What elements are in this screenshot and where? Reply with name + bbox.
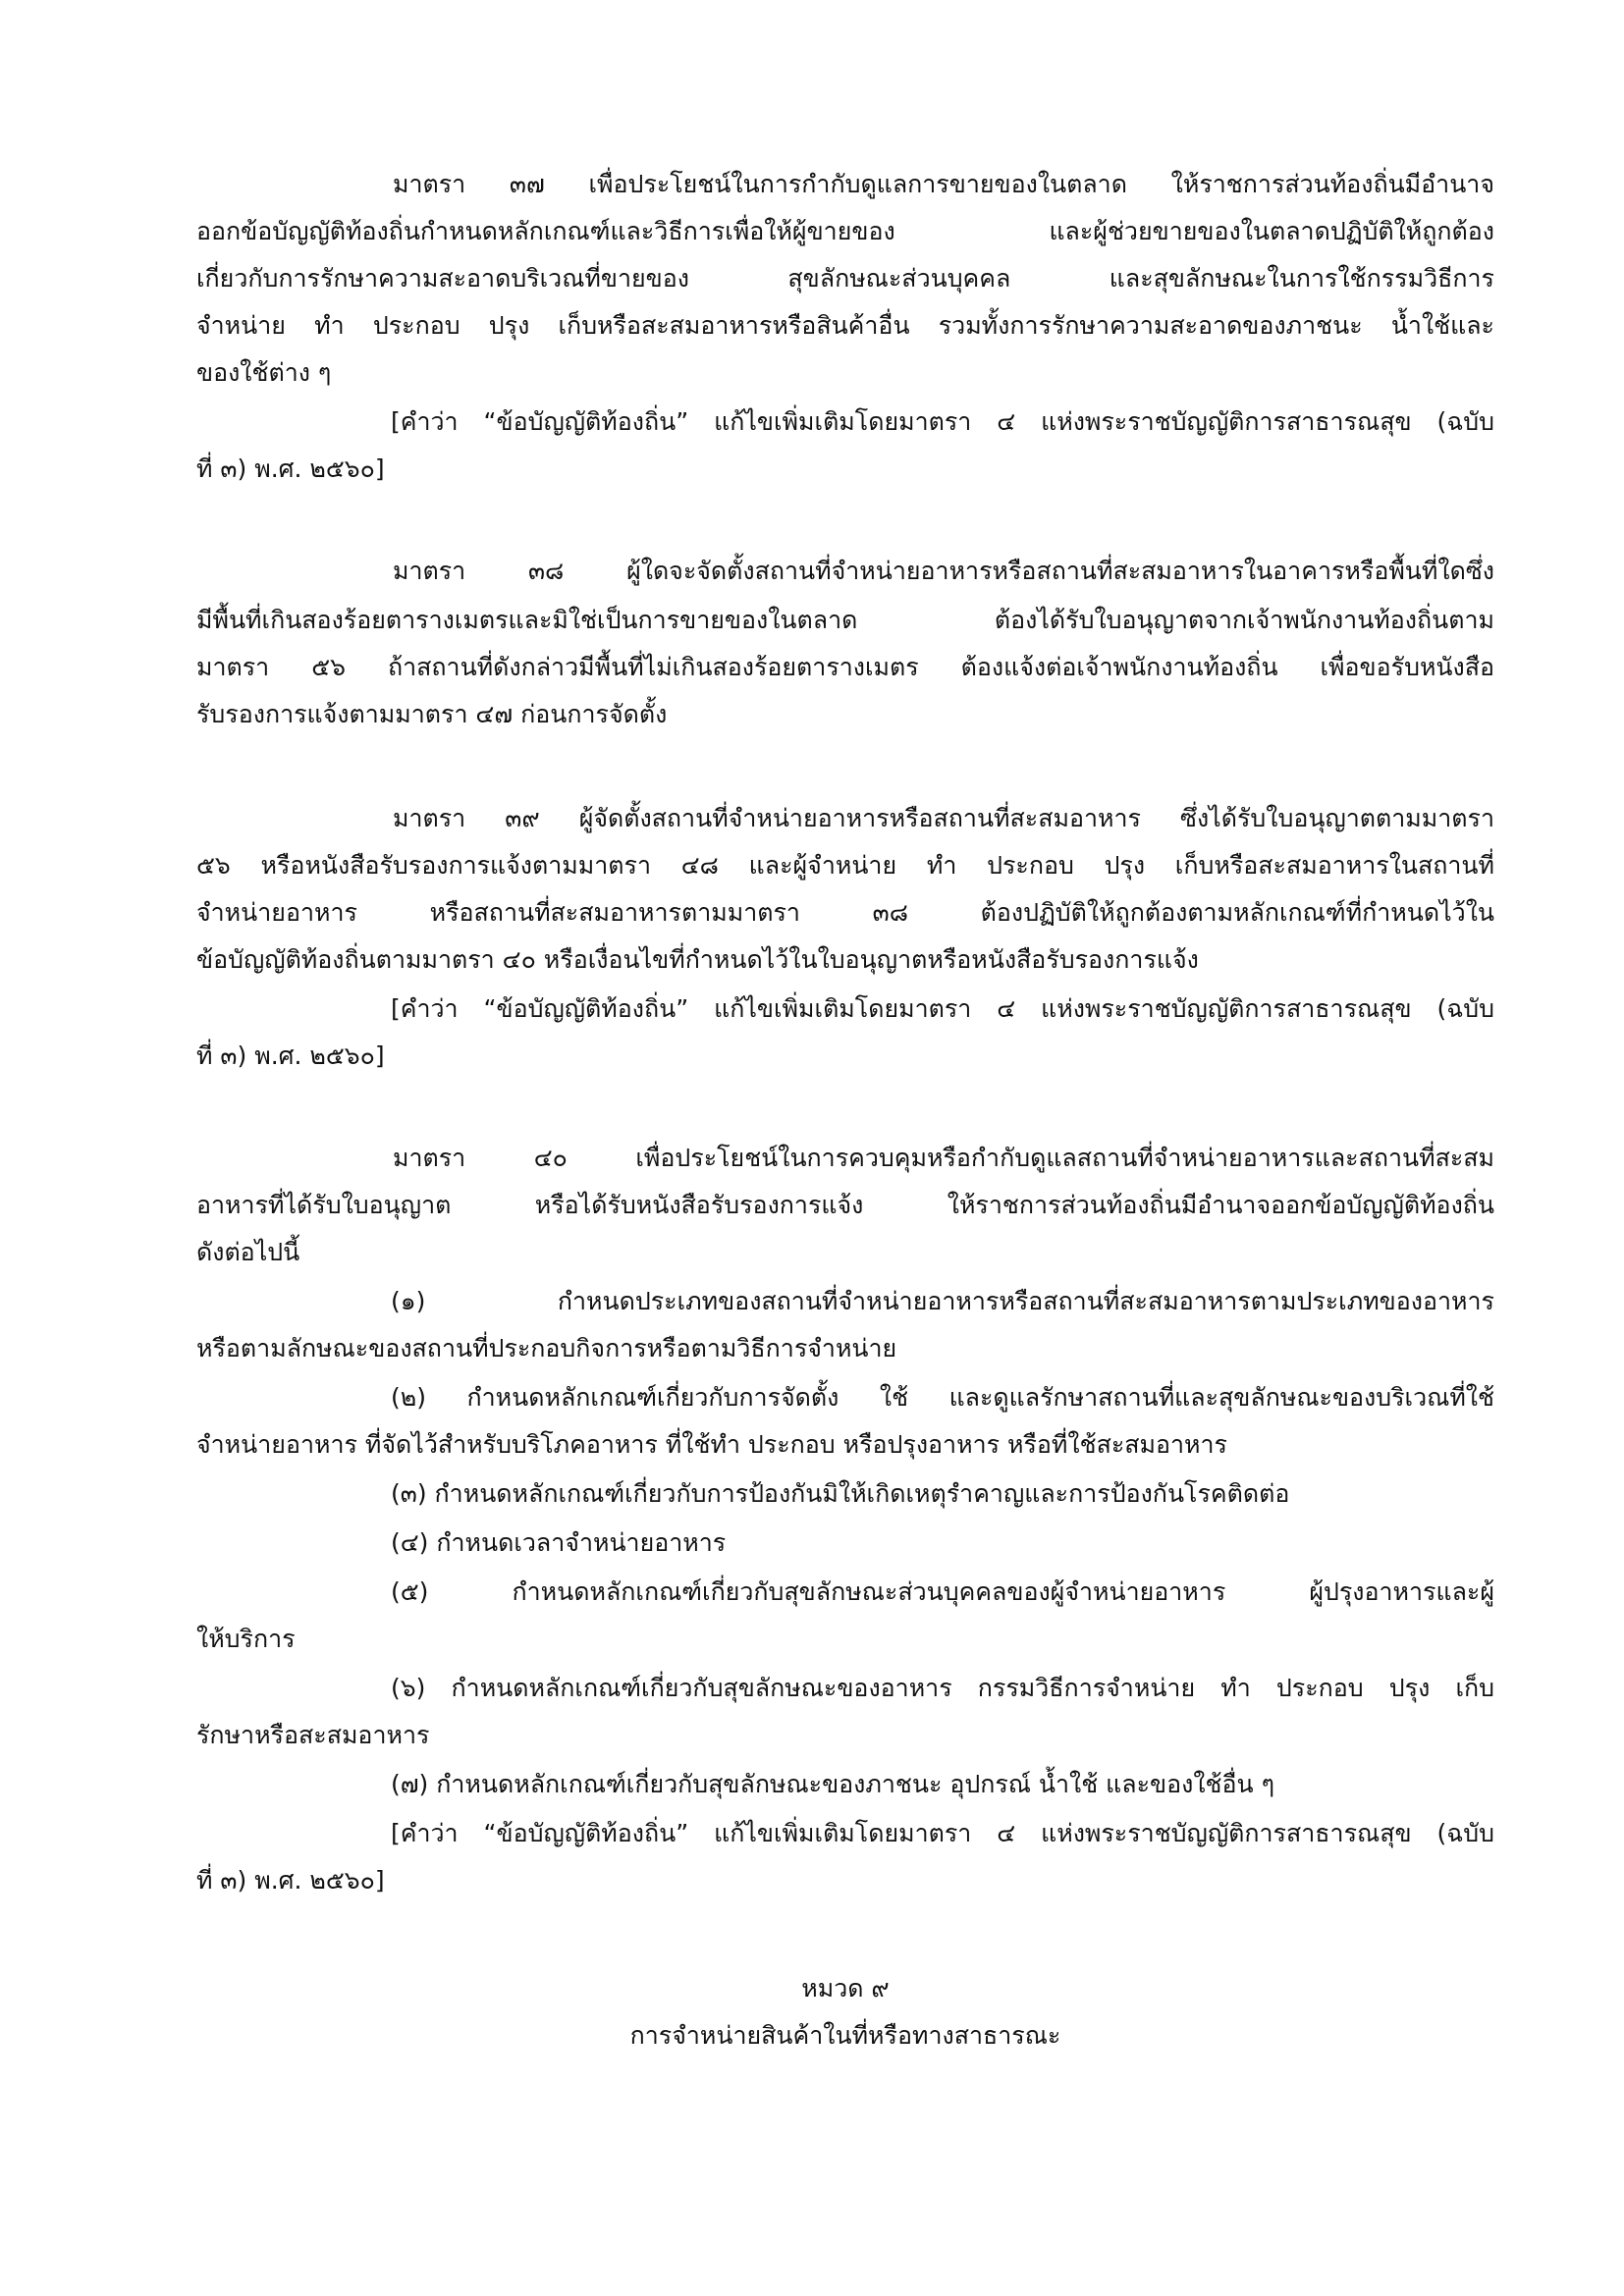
section-40-item-2-line-1: (๒) กำหนดหลักเกณฑ์เกี่ยวกับการจัดตั้ง ใช้ และดูแลรักษาสถานที่และสุขลักษณะของบริเวณที่ใช้ bbox=[391, 1383, 1494, 1412]
section-40-item-1-line-2: หรือตามลักษณะของสถานที่ประกอบกิจการหรือตามวิธีการจำหน่าย bbox=[196, 1334, 897, 1362]
section-39-line-3: จำหน่ายอาหาร หรือสถานที่สะสมอาหารตามมาตรา ๓๘ ต้องปฏิบัติให้ถูกต้องตามหลักเกณฑ์ที่กำหนดไว้ใน bbox=[196, 898, 1494, 927]
section-37-line-5: ของใช้ต่าง ๆ bbox=[196, 358, 332, 387]
chapter-title: การจำหน่ายสินค้าในที่หรือทางสาธารณะ bbox=[629, 2021, 1061, 2050]
section-37-amendment-line-2: ที่ ๓) พ.ศ. ๒๕๖๐] bbox=[196, 454, 385, 483]
section-40-amendment-line-2: ที่ ๓) พ.ศ. ๒๕๖๐] bbox=[196, 1866, 385, 1895]
section-40-item-1-line-1: (๑) กำหนดประเภทของสถานที่จำหน่ายอาหารหรือสถานที่สะสมอาหารตามประเภทของอาหาร bbox=[391, 1287, 1494, 1315]
chapter-number: หมวด ๙ bbox=[801, 1974, 890, 2002]
section-38-line-3: มาตรา ๕๖ ถ้าสถานที่ดังกล่าวมีพื้นที่ไม่เกินสองร้อยตารางเมตร ต้องแจ้งต่อเจ้าพนักงานท้องถิ่น เพื่อขอรับหนังสือ bbox=[196, 653, 1494, 681]
section-40-item-5-line-2: ให้บริการ bbox=[196, 1625, 296, 1653]
section-37-line-4: จำหน่าย ทำ ประกอบ ปรุง เก็บหรือสะสมอาหารหรือสินค้าอื่น รวมทั้งการรักษาความสะอาดของภาชนะ น้ำใช้และ bbox=[196, 311, 1494, 340]
section-40-item-4: (๔) กำหนดเวลาจำหน่ายอาหาร bbox=[391, 1528, 727, 1557]
section-37-amendment-line-1: [คำว่า “ข้อบัญญัติท้องถิ่น” แก้ไขเพิ่มเติมโดยมาตรา ๔ แห่งพระราชบัญญัติการสาธารณสุข (ฉบับ bbox=[391, 407, 1494, 436]
section-37-line-3: เกี่ยวกับการรักษาความสะอาดบริเวณที่ขายของ สุขลักษณะส่วนบุคคล และสุขลักษณะในการใช้กรรมวิธีการ bbox=[196, 264, 1494, 293]
section-39-line-4: ข้อบัญญัติท้องถิ่นตามมาตรา ๔๐ หรือเงื่อนไขที่กำหนดไว้ในใบอนุญาตหรือหนังสือรับรองการแจ้ง bbox=[196, 945, 1199, 974]
section-40-line-1: มาตรา ๔๐ เพื่อประโยชน์ในการควบคุมหรือกำกับดูแลสถานที่จำหน่ายอาหารและสถานที่สะสม bbox=[393, 1144, 1494, 1172]
section-40-item-6-line-1: (๖) กำหนดหลักเกณฑ์เกี่ยวกับสุขลักษณะของอาหาร กรรมวิธีการจำหน่าย ทำ ประกอบ ปรุง เก็บ bbox=[391, 1674, 1494, 1702]
section-40-amendment-line-1: [คำว่า “ข้อบัญญัติท้องถิ่น” แก้ไขเพิ่มเติมโดยมาตรา ๔ แห่งพระราชบัญญัติการสาธารณสุข (ฉบับ bbox=[391, 1819, 1494, 1847]
section-38-line-2: มีพื้นที่เกินสองร้อยตารางเมตรและมิใช่เป็นการขายของในตลาด ต้องได้รับใบอนุญาตจากเจ้าพนักงานท้องถิ่นตาม bbox=[196, 606, 1494, 634]
section-39-amendment-line-2: ที่ ๓) พ.ศ. ๒๕๖๐] bbox=[196, 1041, 385, 1070]
section-40-line-3: ดังต่อไปนี้ bbox=[196, 1238, 300, 1266]
section-38-line-4: รับรองการแจ้งตามมาตรา ๔๗ ก่อนการจัดตั้ง bbox=[196, 700, 668, 728]
section-37-line-1: มาตรา ๓๗ เพื่อประโยชน์ในการกำกับดูแลการขายของในตลาด ให้ราชการส่วนท้องถิ่นมีอำนาจ bbox=[393, 170, 1494, 198]
section-39-amendment-line-1: [คำว่า “ข้อบัญญัติท้องถิ่น” แก้ไขเพิ่มเติมโดยมาตรา ๔ แห่งพระราชบัญญัติการสาธารณสุข (ฉบับ bbox=[391, 994, 1494, 1023]
section-40-item-5-line-1: (๕) กำหนดหลักเกณฑ์เกี่ยวกับสุขลักษณะส่วนบุคคลของผู้จำหน่ายอาหาร ผู้ปรุงอาหารและผู้ bbox=[391, 1577, 1494, 1606]
section-39-line-2: ๕๖ หรือหนังสือรับรองการแจ้งตามมาตรา ๔๘ และผู้จำหน่าย ทำ ประกอบ ปรุง เก็บหรือสะสมอาหารในสถานที่ bbox=[196, 851, 1494, 880]
section-38-line-1: มาตรา ๓๘ ผู้ใดจะจัดตั้งสถานที่จำหน่ายอาหารหรือสถานที่สะสมอาหารในอาคารหรือพื้นที่ใดซึ่ง bbox=[393, 557, 1494, 585]
section-39-line-1: มาตรา ๓๙ ผู้จัดตั้งสถานที่จำหน่ายอาหารหรือสถานที่สะสมอาหาร ซึ่งได้รับใบอนุญาตตามมาตรา bbox=[393, 804, 1494, 832]
section-40-item-6-line-2: รักษาหรือสะสมอาหาร bbox=[196, 1721, 430, 1749]
section-40-item-7: (๗) กำหนดหลักเกณฑ์เกี่ยวกับสุขลักษณะของภาชนะ อุปกรณ์ น้ำใช้ และของใช้อื่น ๆ bbox=[391, 1770, 1274, 1798]
section-40-item-2-line-2: จำหน่ายอาหาร ที่จัดไว้สำหรับบริโภคอาหาร ที่ใช้ทำ ประกอบ หรือปรุงอาหาร หรือที่ใช้สะสมอาหาร bbox=[196, 1430, 1227, 1459]
section-37-line-2: ออกข้อบัญญัติท้องถิ่นกำหนดหลักเกณฑ์และวิธีการเพื่อให้ผู้ขายของ และผู้ช่วยขายของในตลาดปฏิบัติให้ถูกต้อง bbox=[196, 217, 1494, 245]
section-40-item-3: (๓) กำหนดหลักเกณฑ์เกี่ยวกับการป้องกันมิให้เกิดเหตุรำคาญและการป้องกันโรคติดต่อ bbox=[391, 1479, 1290, 1508]
section-40-line-2: อาหารที่ได้รับใบอนุญาต หรือได้รับหนังสือรับรองการแจ้ง ให้ราชการส่วนท้องถิ่นมีอำนาจออกข้อบัญญัติท้องถิ่น bbox=[196, 1191, 1494, 1219]
